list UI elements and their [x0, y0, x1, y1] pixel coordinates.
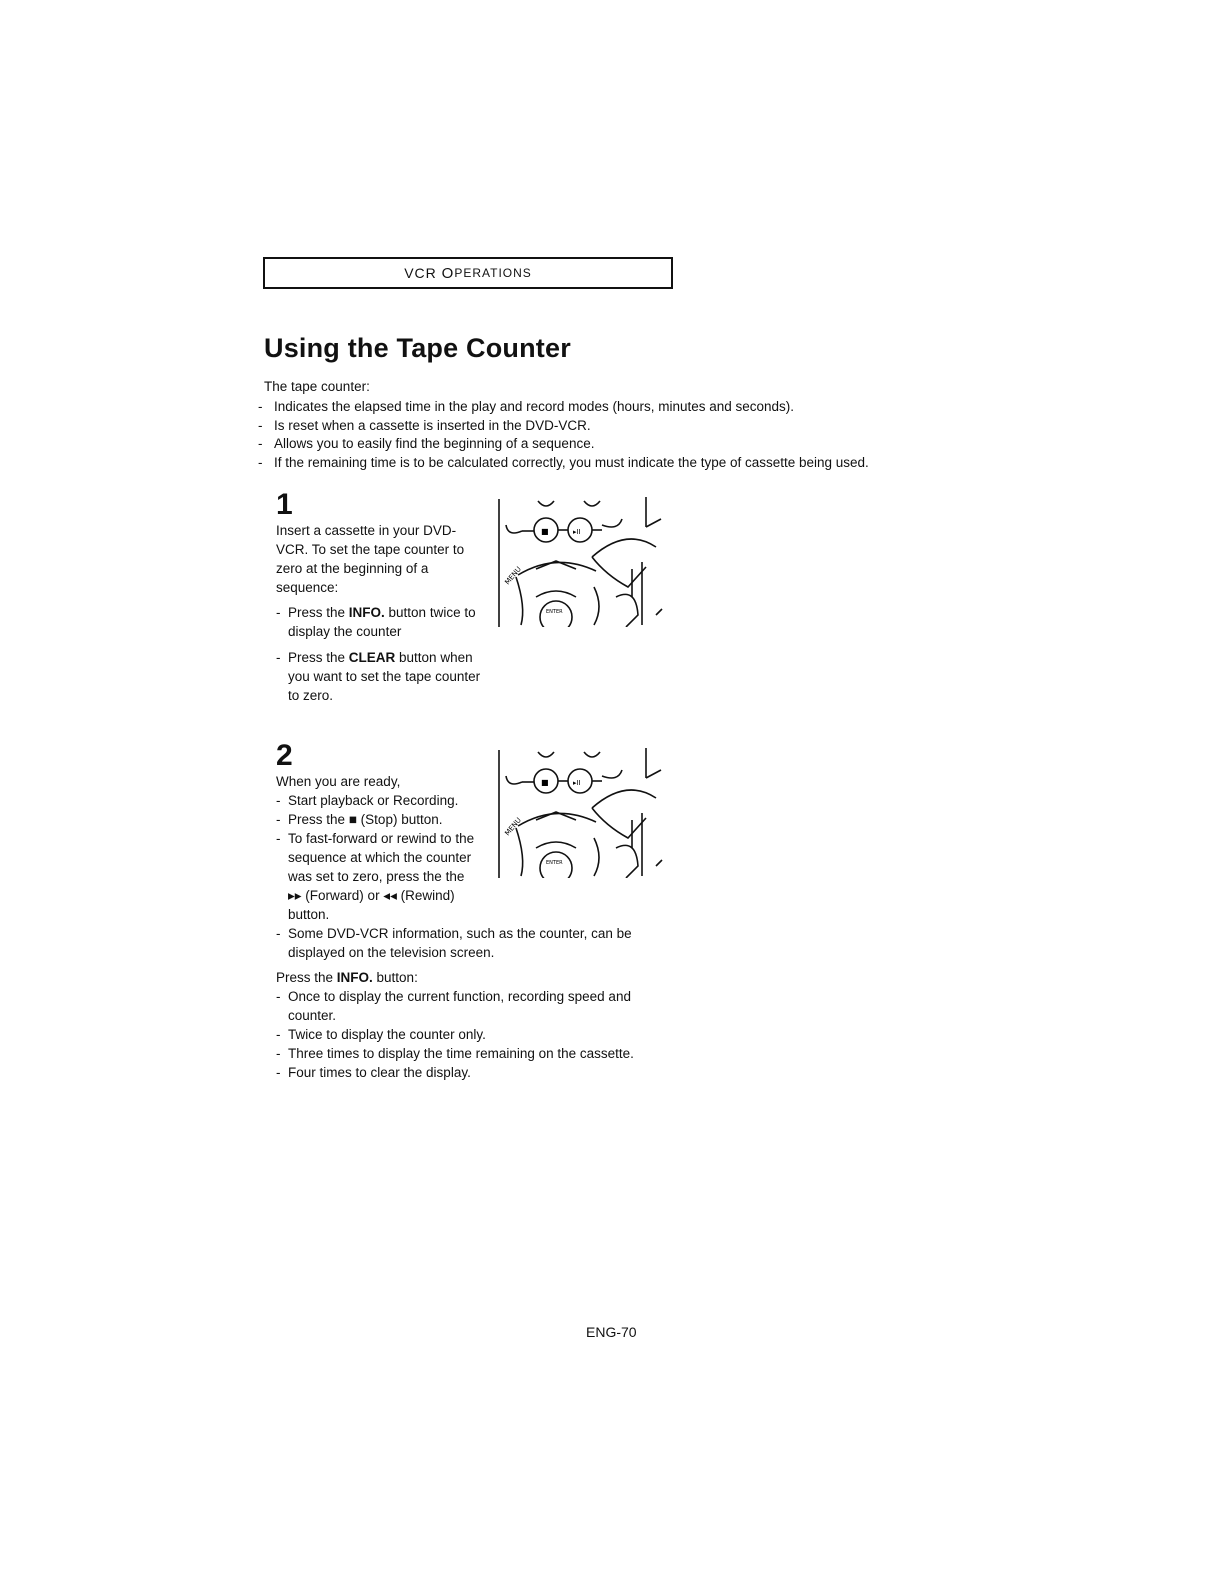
remote-stop-label: ■ [541, 527, 549, 536]
page-title: Using the Tape Counter [264, 333, 571, 363]
clear-key: CLEAR [348, 650, 396, 665]
step-2-item: - To fast-forward or rewind to the sequence at which the counter was set to zero, press the the ▸▸ (Forward) or ◂◂ (Rewind) button. [276, 829, 478, 924]
press-info-pre: Press the [276, 970, 337, 985]
press-info-list [276, 987, 656, 1082]
step-1-item [276, 603, 481, 641]
press-info-lead [276, 968, 656, 987]
press-info-item: - Once to display the current function, recording speed and counter. [276, 987, 656, 1025]
intro-item: - If the remaining time is to be calculated correctly, you must indicate the type of cassette being used. [258, 454, 958, 473]
remote-menu-label: MENU [503, 816, 523, 838]
remote-rewind-button [506, 525, 522, 533]
step-2-item: - Start playback or Recording. [276, 791, 478, 810]
section-label-cap: O [441, 264, 455, 282]
intro-item: - Indicates the elapsed time in the play and record modes (hours, minutes and seconds). [258, 398, 958, 417]
finger-icon [592, 790, 656, 808]
remote-enter-label: ENTER [546, 609, 563, 615]
step-1-item-pre: Press the [288, 650, 349, 665]
remote-play-label: ▸II [573, 779, 581, 787]
remote-illustration-icon [496, 497, 671, 627]
section-label-rest: PERATIONS [454, 266, 532, 280]
step-1-number: 1 [276, 488, 293, 521]
info-key: INFO. [336, 970, 373, 985]
remote-forward-button [602, 519, 622, 527]
step-1-item-pre: Press the [288, 605, 349, 620]
step-1-item [276, 648, 481, 705]
step-1-description: Insert a cassette in your DVD-VCR. To set the tape counter to zero at the beginning of a sequence: [276, 523, 465, 595]
section-label-prefix: VCR [404, 265, 437, 281]
step-1-item-post: button when you want to set the tape counter to zero. [288, 650, 481, 703]
remote-dpad-top [518, 562, 596, 575]
step-2-item: - Some DVD-VCR information, such as the counter, can be displayed on the television screen. [276, 924, 656, 962]
intro-item: - Is reset when a cassette is inserted in the DVD-VCR. [258, 417, 958, 436]
remote-menu-label: MENU [503, 565, 523, 587]
press-info-item: - Three times to display the time remaining on the cassette. [276, 1044, 656, 1063]
step-2-item: - Press the ■ (Stop) button. [276, 810, 478, 829]
step-1-text [276, 521, 481, 705]
remote-stop-label: ■ [541, 778, 549, 787]
remote-play-label: ▸II [573, 528, 581, 536]
intro-lead: The tape counter: [264, 379, 370, 394]
page-number: ENG-70 [586, 1324, 637, 1340]
intro-list [258, 398, 958, 472]
enter-button-ring [536, 591, 576, 597]
step-2-lead: When you are ready, [276, 774, 401, 789]
info-key: INFO. [348, 605, 385, 620]
press-info-post: button: [372, 970, 418, 985]
remote-enter-label: ENTER [546, 860, 563, 866]
section-header [263, 257, 673, 289]
remote-button-arc [538, 501, 554, 506]
remote-button-arc [584, 501, 600, 506]
press-info-item: - Twice to display the counter only. [276, 1025, 656, 1044]
press-info-item: - Four times to clear the display. [276, 1063, 656, 1082]
remote-illustration-icon [496, 748, 671, 878]
step-2-number: 2 [276, 739, 293, 772]
step-1-item-post: button twice to display the counter [288, 605, 476, 639]
finger-icon [592, 539, 656, 557]
intro-item: - Allows you to easily find the beginning of a sequence. [258, 435, 958, 454]
step-1-list [276, 603, 481, 705]
